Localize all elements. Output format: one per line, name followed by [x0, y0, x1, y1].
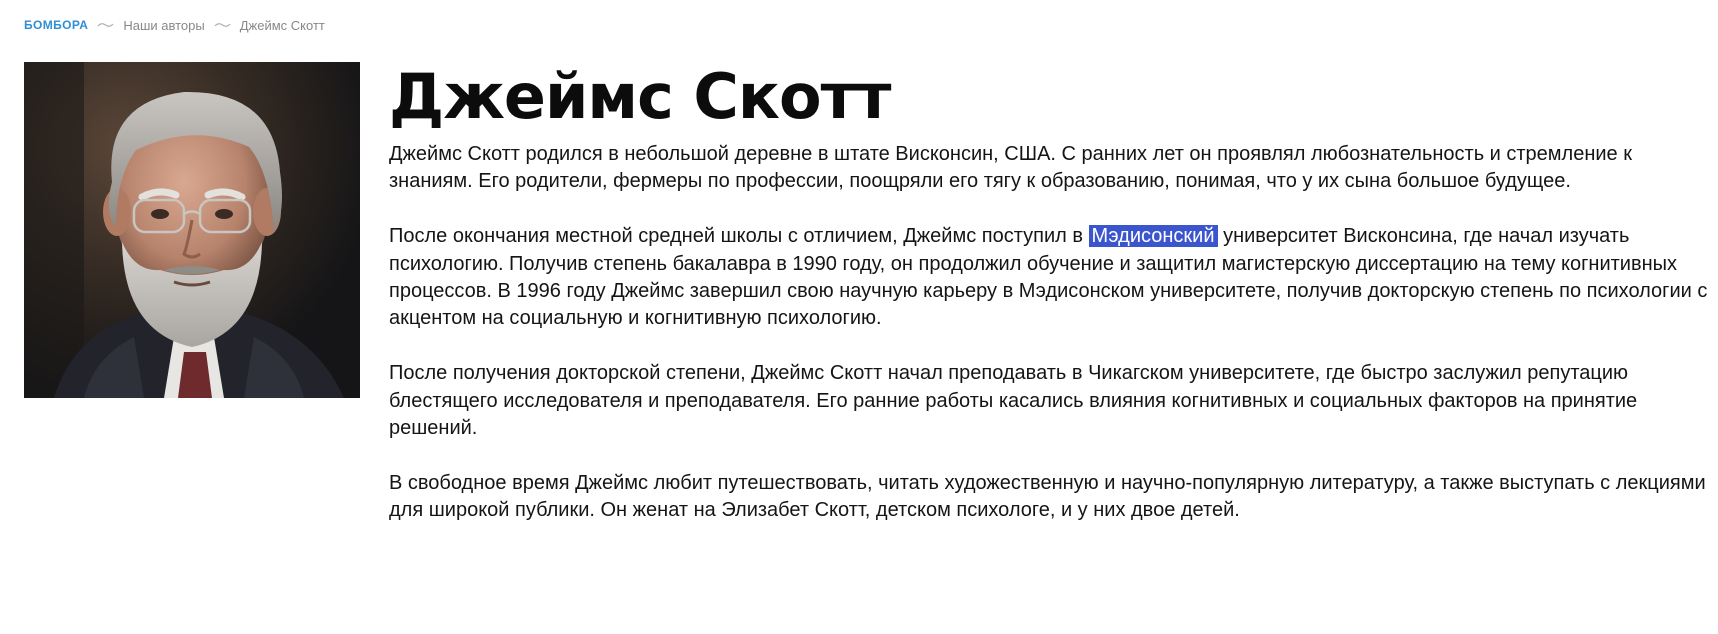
author-bio — [389, 141, 1709, 525]
bio-paragraph-3: После получения докторской степени, Джеймс Скотт начал преподавать в Чикагском университете, где быстро заслужил репутацию блестящего исследователя и преподавателя. Его ранние работы касались влияния когнитивных и социальных факторов на принятие решений. — [389, 362, 1638, 440]
bio-text: После окончания местной средней школы с отличием, Джеймс поступил в — [389, 225, 1089, 248]
selected-text-highlight[interactable]: Мэдисонский — [1089, 225, 1218, 247]
breadcrumb-authors-link[interactable]: Наши авторы — [123, 17, 205, 33]
tilde-wave-separator-icon — [97, 22, 114, 28]
breadcrumb-current-page: Джеймс Скотт — [239, 17, 325, 33]
author-content — [389, 58, 1709, 552]
breadcrumb-home-link[interactable]: БОМБОРА — [24, 18, 89, 32]
bio-paragraph-4: В свободное время Джеймс любит путешествовать, читать художественную и научно-популярную литературу, а также выступать с лекциями для широкой публики. Он женат на Элизабет Скотт, детском психологе, и у них двое детей. — [389, 471, 1706, 522]
tilde-wave-separator-icon — [214, 22, 231, 28]
page-title: Джеймс Скотт — [389, 60, 891, 133]
author-photo — [24, 62, 360, 398]
bio-text: университет Висконсина, где начал изучать психологию. Получив степень бакалавра в 1990 году, он продолжил обучение и защитил магистерскую диссертацию на тему когнитивных процессов. В 1996 году Джеймс завершил свою научную карьеру в Мэдисонском университете, получив докторскую степень по психологии с акцентом на социальную и когнитивную психологию. — [389, 225, 1708, 330]
bio-paragraph-2 — [389, 223, 1709, 333]
breadcrumb — [24, 15, 325, 35]
bio-paragraph-1: Джеймс Скотт родился в небольшой деревне в штате Висконсин, США. С ранних лет он проявлял любознательность и стремление к знаниям. Его родители, фермеры по профессии, поощряли его тягу к образованию, понимая, что у их сына большое будущее. — [389, 143, 1632, 193]
